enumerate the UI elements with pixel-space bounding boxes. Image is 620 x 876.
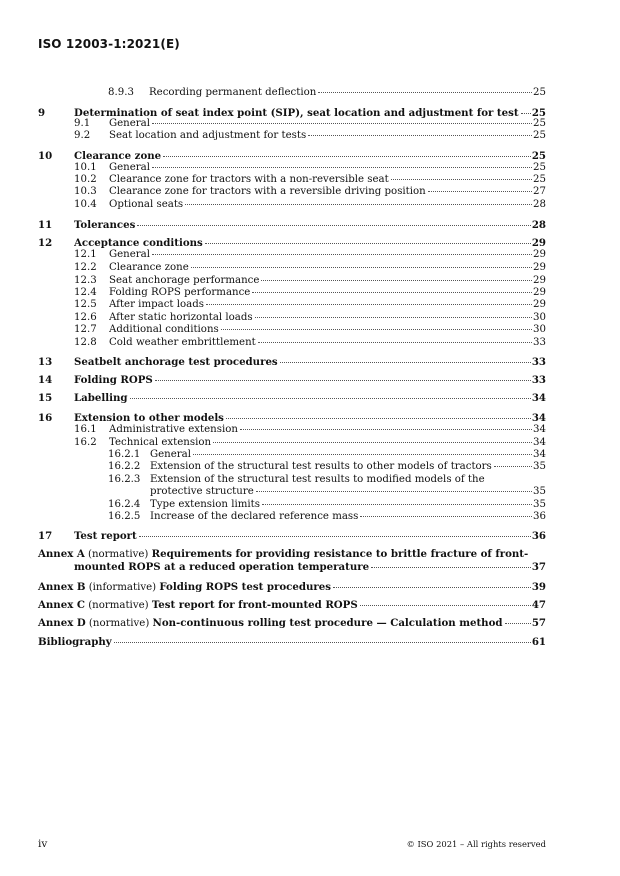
dot-leader bbox=[428, 191, 532, 192]
toc-number: 12.3 bbox=[74, 275, 97, 286]
dot-leader bbox=[360, 605, 531, 606]
toc-page: 30 bbox=[533, 324, 546, 335]
toc-title: General bbox=[109, 249, 150, 260]
toc-title: General bbox=[150, 449, 191, 460]
toc-page: 25 bbox=[533, 162, 546, 173]
toc-number: 16.2.3 bbox=[108, 474, 141, 485]
toc-page: 28 bbox=[533, 199, 546, 210]
toc-title: Clearance zone bbox=[74, 150, 162, 162]
toc-entry[interactable] bbox=[38, 412, 546, 424]
toc-page: 35 bbox=[533, 486, 546, 497]
toc-page: 36 bbox=[531, 530, 546, 542]
dot-leader bbox=[371, 567, 531, 568]
toc-entry[interactable] bbox=[38, 150, 546, 162]
dot-leader bbox=[114, 642, 531, 643]
toc-page: 33 bbox=[531, 356, 546, 368]
dot-leader bbox=[213, 442, 532, 443]
toc-title: Clearance zone for tractors with a reversible driving position bbox=[109, 186, 426, 197]
dot-leader bbox=[152, 254, 532, 255]
toc-entry[interactable] bbox=[74, 324, 546, 336]
toc-title: Tolerances bbox=[74, 219, 136, 231]
toc-number: 12.6 bbox=[74, 312, 97, 323]
toc-title: Folding ROPS performance bbox=[109, 287, 251, 298]
toc-number: 12 bbox=[38, 237, 53, 249]
dot-leader bbox=[391, 179, 532, 180]
toc-number: 12.1 bbox=[74, 249, 97, 260]
toc-number: 16.1 bbox=[74, 424, 97, 435]
toc-title: General bbox=[109, 118, 150, 129]
toc-entry[interactable] bbox=[74, 130, 546, 142]
dot-leader bbox=[139, 536, 531, 537]
toc-title: Cold weather embrittlement bbox=[109, 337, 256, 348]
toc-number: 9.2 bbox=[74, 130, 91, 141]
toc-page: 25 bbox=[533, 87, 546, 98]
toc-title: Seat anchorage performance bbox=[109, 275, 260, 286]
toc-number: 16.2.2 bbox=[108, 461, 141, 472]
dot-leader bbox=[205, 243, 531, 244]
toc-page: 30 bbox=[533, 312, 546, 323]
dot-leader bbox=[505, 623, 531, 624]
toc-page: 28 bbox=[531, 219, 546, 231]
annex-label: Annex D bbox=[38, 617, 86, 629]
toc-entry[interactable] bbox=[108, 449, 546, 461]
toc-page: 39 bbox=[531, 581, 546, 593]
annex-label: Annex C bbox=[38, 599, 85, 611]
toc-page: 25 bbox=[533, 174, 546, 185]
document-id: ISO 12003-1:2021(E) bbox=[38, 37, 180, 51]
toc-entry[interactable] bbox=[108, 461, 546, 473]
dot-leader bbox=[137, 225, 530, 226]
dot-leader bbox=[130, 398, 531, 399]
dot-leader bbox=[494, 466, 532, 467]
toc-title-continued: protective structure bbox=[150, 486, 254, 497]
dot-leader bbox=[255, 317, 532, 318]
toc-page: 25 bbox=[533, 118, 546, 129]
annex-title: Requirements for providing resistance to brittle fracture of front- bbox=[151, 548, 529, 560]
dot-leader bbox=[262, 504, 532, 505]
toc-page: 25 bbox=[531, 150, 546, 162]
toc-entry[interactable] bbox=[74, 299, 546, 311]
toc-number: 16 bbox=[38, 412, 53, 424]
toc-number: 16.2.4 bbox=[108, 499, 141, 510]
annex-label: Annex A bbox=[38, 548, 85, 560]
toc-title: Type extension limits bbox=[150, 499, 260, 510]
annex-kind: (informative) bbox=[88, 582, 157, 593]
toc-title: Acceptance conditions bbox=[74, 237, 203, 249]
toc-title: Test report bbox=[74, 530, 137, 542]
toc-title: Extension to other models bbox=[74, 412, 224, 424]
annex-kind: (normative) bbox=[88, 618, 150, 629]
toc-entry[interactable] bbox=[74, 312, 546, 324]
toc-entry[interactable] bbox=[74, 275, 546, 287]
toc-page: 34 bbox=[533, 449, 546, 460]
toc-title: Extension of the structural test results to other models of tractors bbox=[150, 461, 492, 472]
toc-entry[interactable] bbox=[108, 87, 546, 99]
annex-kind: (normative) bbox=[88, 600, 149, 611]
toc-number: 13 bbox=[38, 356, 53, 368]
toc-number: 11 bbox=[38, 219, 53, 231]
dot-leader bbox=[258, 342, 532, 343]
toc-number: 8.9.3 bbox=[108, 87, 134, 98]
toc-number: 9.1 bbox=[74, 118, 91, 129]
dot-leader bbox=[261, 280, 532, 281]
toc-entry[interactable] bbox=[38, 530, 546, 542]
toc-entry[interactable] bbox=[38, 219, 546, 231]
toc-page: 34 bbox=[531, 392, 546, 404]
toc-page: 29 bbox=[533, 249, 546, 260]
toc-title: General bbox=[109, 162, 150, 173]
dot-leader bbox=[333, 587, 531, 588]
dot-leader bbox=[191, 267, 532, 268]
dot-leader bbox=[521, 113, 531, 114]
toc-number: 16.2.1 bbox=[108, 449, 141, 460]
toc-page: 35 bbox=[533, 461, 546, 472]
dot-leader bbox=[206, 304, 532, 305]
dot-leader bbox=[185, 204, 532, 205]
toc-entry[interactable] bbox=[74, 424, 546, 436]
toc-page: 37 bbox=[531, 561, 546, 573]
toc-entry[interactable] bbox=[74, 249, 546, 261]
toc-title: Optional seats bbox=[109, 199, 184, 210]
toc-page: 34 bbox=[533, 437, 546, 448]
toc-title: Clearance zone for tractors with a non-reversible seat bbox=[109, 174, 389, 185]
annex-entry-first-line[interactable] bbox=[38, 548, 528, 561]
toc-number: 17 bbox=[38, 530, 53, 542]
toc-number: 10.1 bbox=[74, 162, 97, 173]
toc-entry[interactable] bbox=[108, 499, 546, 511]
toc-page: 29 bbox=[533, 262, 546, 273]
dot-leader bbox=[360, 516, 532, 517]
toc-entry[interactable] bbox=[38, 392, 546, 404]
toc-title: After static horizontal loads bbox=[109, 312, 253, 323]
toc-number: 12.5 bbox=[74, 299, 97, 310]
dot-leader bbox=[152, 167, 532, 168]
toc-number: 16.2.5 bbox=[108, 511, 141, 522]
annex-title: Non-continuous rolling test procedure — Calculation method bbox=[152, 617, 503, 629]
toc-entry[interactable] bbox=[74, 118, 546, 130]
toc-entry[interactable] bbox=[38, 374, 546, 386]
toc-number: 10 bbox=[38, 150, 53, 162]
copyright-notice: © ISO 2021 – All rights reserved bbox=[406, 839, 546, 849]
annex-title-continued: mounted ROPS at a reduced operation temperature bbox=[74, 561, 370, 573]
toc-page: 47 bbox=[531, 599, 546, 611]
toc-number: 16.2 bbox=[74, 437, 97, 448]
dot-leader bbox=[308, 135, 532, 136]
toc-title: Administrative extension bbox=[109, 424, 238, 435]
annex-entry[interactable] bbox=[74, 561, 546, 573]
toc-entry[interactable] bbox=[74, 199, 546, 211]
toc-entry[interactable] bbox=[74, 262, 546, 274]
toc-number: 12.7 bbox=[74, 324, 97, 335]
toc-title: Additional conditions bbox=[109, 324, 219, 335]
toc-number: 9 bbox=[38, 107, 46, 119]
annex-title: Test report for front-mounted ROPS bbox=[151, 599, 358, 611]
toc-number: 10.4 bbox=[74, 199, 97, 210]
dot-leader bbox=[152, 123, 532, 124]
toc-number: 15 bbox=[38, 392, 53, 404]
toc-page: 29 bbox=[533, 299, 546, 310]
toc-page: 29 bbox=[533, 287, 546, 298]
toc-title: Clearance zone bbox=[109, 262, 189, 273]
dot-leader bbox=[155, 380, 531, 381]
toc-page: 33 bbox=[531, 374, 546, 386]
toc-entry[interactable] bbox=[150, 486, 546, 498]
toc-page: 34 bbox=[531, 412, 546, 424]
toc-number: 12.8 bbox=[74, 337, 97, 348]
toc-page: 25 bbox=[531, 107, 546, 119]
toc-entry-first-line[interactable] bbox=[108, 474, 485, 486]
dot-leader bbox=[221, 329, 532, 330]
toc-page: 33 bbox=[533, 337, 546, 348]
toc-number: 10.3 bbox=[74, 186, 97, 197]
toc-page: 35 bbox=[533, 499, 546, 510]
annex-entry[interactable] bbox=[38, 617, 546, 630]
dot-leader bbox=[163, 156, 531, 157]
toc-number: 10.2 bbox=[74, 174, 97, 185]
bibliography-entry[interactable] bbox=[38, 636, 546, 648]
toc-title: Extension of the structural test results to modified models of the bbox=[150, 474, 485, 485]
toc-title: Determination of seat index point (SIP), seat location and adjustment for test bbox=[74, 107, 519, 119]
toc-title: After impact loads bbox=[109, 299, 204, 310]
toc-title: Bibliography bbox=[38, 636, 112, 648]
toc-page: 25 bbox=[533, 130, 546, 141]
dot-leader bbox=[193, 454, 532, 455]
toc-title: Folding ROPS bbox=[74, 374, 153, 386]
toc-entry[interactable] bbox=[38, 237, 546, 249]
toc-entry[interactable] bbox=[74, 162, 546, 174]
annex-title: Folding ROPS test procedures bbox=[159, 581, 331, 593]
toc-number: 12.4 bbox=[74, 287, 97, 298]
toc-page: 27 bbox=[533, 186, 546, 197]
dot-leader bbox=[256, 491, 532, 492]
toc-title: Seatbelt anchorage test procedures bbox=[74, 356, 278, 368]
dot-leader bbox=[240, 429, 532, 430]
toc-entry[interactable] bbox=[108, 511, 546, 523]
toc-title: Technical extension bbox=[109, 437, 212, 448]
annex-entry[interactable] bbox=[38, 581, 546, 594]
toc-entry[interactable] bbox=[74, 337, 546, 349]
page-number: iv bbox=[38, 838, 48, 850]
toc-title: Seat location and adjustment for tests bbox=[109, 130, 307, 141]
toc-entry[interactable] bbox=[38, 356, 546, 368]
annex-kind: (normative) bbox=[87, 549, 149, 560]
toc-page: 34 bbox=[533, 424, 546, 435]
toc-entry[interactable] bbox=[74, 287, 546, 299]
dot-leader bbox=[226, 418, 531, 419]
toc-number: 14 bbox=[38, 374, 53, 386]
toc-title: Recording permanent deflection bbox=[149, 87, 317, 98]
toc-entry[interactable] bbox=[74, 174, 546, 186]
dot-leader bbox=[280, 362, 531, 363]
toc-number: 12.2 bbox=[74, 262, 97, 273]
toc-page: 61 bbox=[531, 636, 546, 648]
toc-entry[interactable] bbox=[74, 437, 546, 449]
toc-page: 57 bbox=[531, 617, 546, 629]
toc-page: 29 bbox=[533, 275, 546, 286]
dot-leader bbox=[252, 292, 532, 293]
annex-entry[interactable] bbox=[38, 599, 546, 612]
toc-page: 36 bbox=[533, 511, 546, 522]
toc-title: Increase of the declared reference mass bbox=[150, 511, 359, 522]
dot-leader bbox=[318, 92, 532, 93]
toc-page: 29 bbox=[531, 237, 546, 249]
toc-entry[interactable] bbox=[74, 186, 546, 198]
toc-title: Labelling bbox=[74, 392, 128, 404]
annex-label: Annex B bbox=[38, 581, 86, 593]
